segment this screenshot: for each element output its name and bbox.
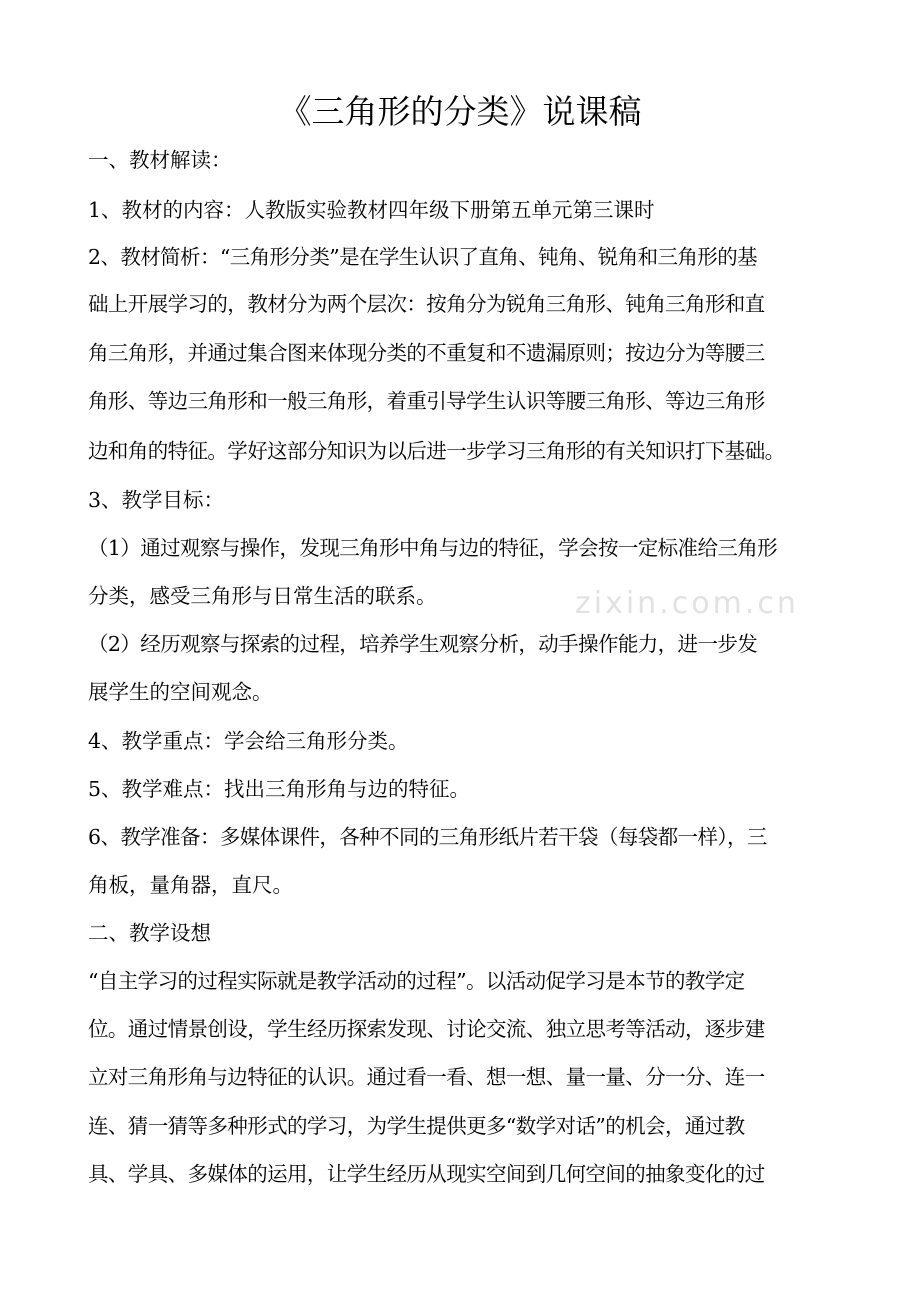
document-title: 《三角形的分类》说课稿 [278,92,642,131]
section-heading: 二、教学设想 [88,921,211,945]
paragraph-line: 展学生的空间观念。 [88,680,273,704]
paragraph-line: 边和角的特征。学好这部分知识为以后进一步学习三角形的有关知识打下基础。 [88,439,785,463]
paragraph-line: 5、教学难点：找出三角形角与边的特征。 [88,777,471,801]
paragraph-line: 4、教学重点：学会给三角形分类。 [88,729,409,753]
paragraph-line: 角形、等边三角形和一般三角形，着重引导学生认识等腰三角形、等边三角形 [88,389,765,413]
paragraph-line: （2）经历观察与探索的过程，培养学生观察分析，动手操作能力，进一步发 [88,632,758,656]
paragraph-line: 立对三角形角与边特征的认识。通过看一看、想一想、量一量、分一分、连一 [88,1065,765,1089]
paragraph-line: 2、教材简析：“三角形分类”是在学生认识了直角、钝角、锐角和三角形的基 [88,245,758,269]
section-heading: 3、教学目标： [88,488,225,512]
paragraph-line: 连、猜一猜等多种形式的学习，为学生提供更多“数学对话”的机会，通过教 [88,1114,745,1138]
paragraph-line: 角板，量角器，直尺。 [88,873,293,897]
paragraph-line: 础上开展学习的，教材分为两个层次：按角分为锐角三角形、钝角三角形和直 [88,292,765,316]
paragraph-line: 分类，感受三角形与日常生活的联系。 [88,584,437,608]
paragraph-line: 角三角形，并通过集合图来体现分类的不重复和不遗漏原则；按边分为等腰三 [88,341,765,365]
paragraph-line: “自主学习的过程实际就是教学活动的过程”。以活动促学习是本节的教学定 [88,969,745,993]
paragraph-line: 具、学具、多媒体的运用，让学生经历从现实空间到几何空间的抽象变化的过 [88,1162,765,1186]
watermark: zixin.com.cn [575,586,799,621]
paragraph-line: 1、教材的内容：人教版实验教材四年级下册第五单元第三课时 [88,198,655,222]
paragraph-line: 位。通过情景创设，学生经历探索发现、讨论交流、独立思考等活动，逐步建 [88,1017,765,1041]
paragraph-line: （1）通过观察与操作，发现三角形中角与边的特征，学会按一定标准给三角形 [88,536,778,560]
section-heading: 一、教材解读： [88,148,232,172]
paragraph-line: 6、教学准备：多媒体课件，各种不同的三角形纸片若干袋（每袋都一样），三 [88,825,767,849]
